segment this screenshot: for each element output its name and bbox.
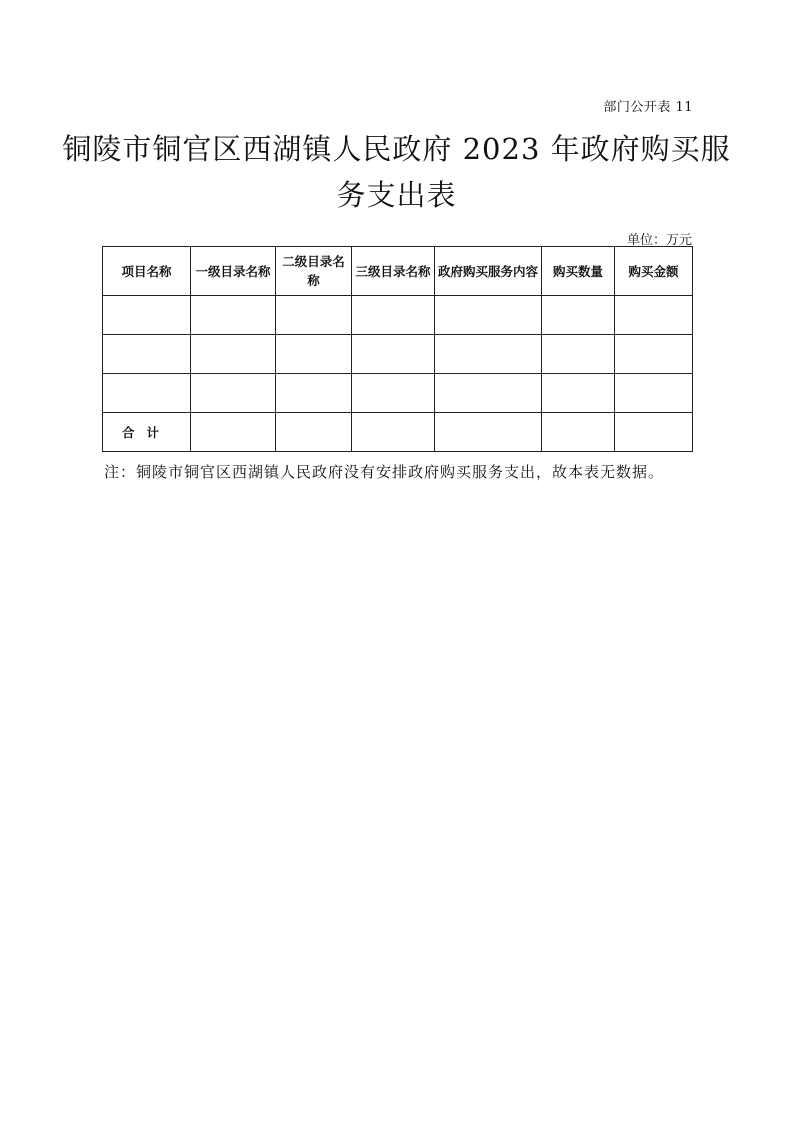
table-cell	[352, 374, 435, 413]
page-label: 部门公开表 11	[603, 100, 693, 115]
table-cell	[276, 335, 352, 374]
document-title	[60, 126, 733, 218]
header-row	[103, 247, 693, 296]
header-project-name: 项目名称	[103, 247, 191, 296]
table-cell	[352, 413, 435, 452]
header-service-content: 政府购买服务内容	[435, 247, 542, 296]
table-cell	[542, 335, 615, 374]
table-cell	[542, 413, 615, 452]
table-row	[103, 374, 693, 413]
table-cell	[435, 335, 542, 374]
header-amount: 购买金额	[615, 247, 693, 296]
table-cell	[276, 374, 352, 413]
title-line-1: 铜陵市铜官区西湖镇人民政府 2023 年政府购买服	[62, 132, 731, 166]
table-cell	[542, 374, 615, 413]
table-cell	[435, 374, 542, 413]
footnote: 注：铜陵市铜官区西湖镇人民政府没有安排政府购买服务支出，故本表无数据。	[104, 463, 665, 481]
table-cell	[191, 296, 276, 335]
table-cell	[615, 413, 693, 452]
table-cell	[615, 296, 693, 335]
table-cell	[542, 296, 615, 335]
header-level3-category: 三级目录名称	[352, 247, 435, 296]
table-cell	[103, 335, 191, 374]
total-label: 合计	[103, 413, 191, 452]
header-quantity: 购买数量	[542, 247, 615, 296]
title-line-2: 务支出表	[336, 178, 457, 212]
header-level1-category: 一级目录名称	[191, 247, 276, 296]
table-cell	[191, 335, 276, 374]
header-level2-category: 二级目录名称	[276, 247, 352, 296]
table-row	[103, 335, 693, 374]
table-row	[103, 296, 693, 335]
table-cell	[435, 296, 542, 335]
table-cell	[435, 413, 542, 452]
table-cell	[276, 413, 352, 452]
table-cell	[103, 374, 191, 413]
purchase-services-table	[102, 246, 693, 452]
unit-label: 单位：万元	[626, 233, 692, 248]
table-cell	[191, 374, 276, 413]
table-cell	[615, 374, 693, 413]
table-cell	[103, 296, 191, 335]
table-cell	[352, 296, 435, 335]
table-cell	[352, 335, 435, 374]
table-cell	[276, 296, 352, 335]
table-cell	[191, 413, 276, 452]
table-cell	[615, 335, 693, 374]
total-row	[103, 413, 693, 452]
